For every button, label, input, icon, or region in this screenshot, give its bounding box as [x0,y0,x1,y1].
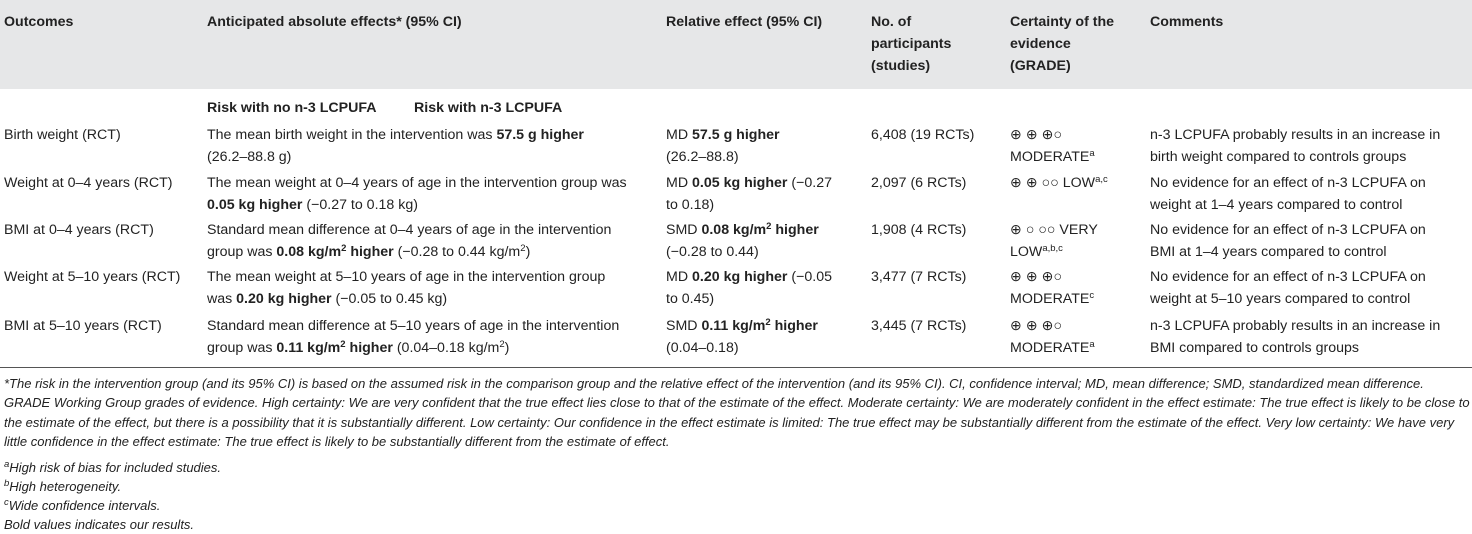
row-certainty: ⊕ ⊕ ⊕○ MODERATE$^c$ [1010,269,1095,307]
header-participants-line: participants [871,36,952,52]
row-outcome: Weight at 5–10 years (RCT) [4,269,181,285]
row-certainty: ⊕ ⊕ ⊕○ MODERATE$^a$ [1010,318,1095,356]
row-outcome: Weight at 0–4 years (RCT) [4,175,173,191]
row-certainty: ⊕ ⊕ ○○ LOW$^{a,c}$ [1010,174,1108,191]
row-relative-effect: SMD 0.11 $kg/m^2$ higher (0.04–0.18) [666,317,818,356]
row-participants: 1,908 (4 RCTs) [871,222,967,238]
header-certainty [1010,11,1114,77]
subheader-risk-without: Risk with no n-3 LCPUFA [207,100,377,116]
row-comment: No evidence for an effect of n-3 LCPUFA on weight at 1–4 years compared to control [1150,175,1426,213]
row-relative-effect: MD 0.20 kg higher (−0.05 to 0.45) [666,269,832,307]
header-certainty-line: Certainty of the [1010,14,1115,30]
row-absolute-effect: The mean weight at 0–4 years of age in the intervention group was 0.05 kg higher (−0.27 to 0.18 kg) [207,175,627,213]
row-outcome: BMI at 5–10 years (RCT) [4,318,162,334]
row-comment: No evidence for an effect of n-3 LCPUFA on BMI at 1–4 years compared to control [1150,222,1426,260]
row-relative-effect: MD 0.05 kg higher (−0.27 to 0.18) [666,175,832,213]
row-outcome: BMI at 0–4 years (RCT) [4,222,154,238]
header-relative-effect: Relative effect (95% CI) [666,14,823,30]
row-certainty: ⊕ ○ ○○ VERY LOW$^{a,b,c}$ [1010,222,1098,260]
row-absolute-effect: The mean weight at 5–10 years of age in the intervention group was 0.20 kg higher (−0.05 to 0.45 kg) [207,269,606,307]
header-participants-line: No. of [871,14,912,30]
subheader-risk-with: Risk with n-3 LCPUFA [414,100,563,116]
row-relative-effect: SMD 0.08 $kg/m^2$ higher (−0.28 to 0.44) [666,221,819,260]
header-certainty-line: evidence [1010,36,1071,52]
header-outcomes: Outcomes [4,14,74,30]
row-outcome: Birth weight (RCT) [4,127,121,143]
row-comment: No evidence for an effect of n-3 LCPUFA on weight at 5–10 years compared to control [1150,269,1426,307]
row-participants: 3,445 (7 RCTs) [871,318,967,334]
row-participants: 3,477 (7 RCTs) [871,269,967,285]
row-absolute-effect: Standard mean difference at 5–10 years of age in the intervention group was 0.11 $kg/m^2$ higher (0.04–0.18 $kg/m^2$) [207,318,620,356]
row-participants: 2,097 (6 RCTs) [871,175,967,191]
row-relative-effect: MD 57.5 g higher (26.2–88.8) [666,127,780,165]
header-participants-line: (studies) [871,58,931,74]
header-absolute-effects: Anticipated absolute effects* (95% CI) [207,14,462,30]
footnote-bold-note: Bold values indicates our results. [4,517,195,532]
row-comment: n-3 LCPUFA probably results in an increase in birth weight compared to controls groups [1150,127,1441,165]
row-comment: n-3 LCPUFA probably results in an increase in BMI compared to controls groups [1150,318,1441,356]
footnote-c: $^c$Wide confidence intervals. [4,497,161,513]
row-absolute-effect: Standard mean difference at 0–4 years of age in the intervention group was 0.08 $kg/m^2$ higher (−0.28 to 0.44 $kg/m^2$) [207,222,612,260]
table-bottom-rule [0,367,1472,368]
footnote-b: $^b$High heterogeneity. [4,478,122,494]
header-participants [871,11,951,77]
row-participants: 6,408 (19 RCTs) [871,127,975,143]
table-footnote: *The risk in the intervention group (and its 95% CI) is based on the assumed risk in the comparison group and the relative effect of the intervention (and its 95% CI). CI, confidence interval; MD, mean difference; SMD, standardized mean difference. GRADE Working Group grades of evidence. High certainty: We are very confident that the true effect lies close to that of the estimate of the effect. Moderate certainty: We are moderately confident in the effect estimate: The true effect is likely to be close to the estimate of the effect, but there is a possibility that it is substantially different. Low certainty: Our confidence in the effect estimate is limited: The true effect may be substantially different from the estimate of the effect. Very low certainty: We have very little confidence in the effect estimate: The true effect is likely to be substantially different from the estimate of effect. [4,376,1470,450]
header-comments: Comments [1150,14,1224,30]
row-absolute-effect: The mean birth weight in the intervention was 57.5 g higher (26.2–88.8 g) [207,127,584,165]
row-certainty: ⊕ ⊕ ⊕○ MODERATE$^a$ [1010,127,1095,165]
header-certainty-line: (GRADE) [1010,58,1071,74]
footnote-a: $^a$High risk of bias for included studies. [4,459,222,475]
